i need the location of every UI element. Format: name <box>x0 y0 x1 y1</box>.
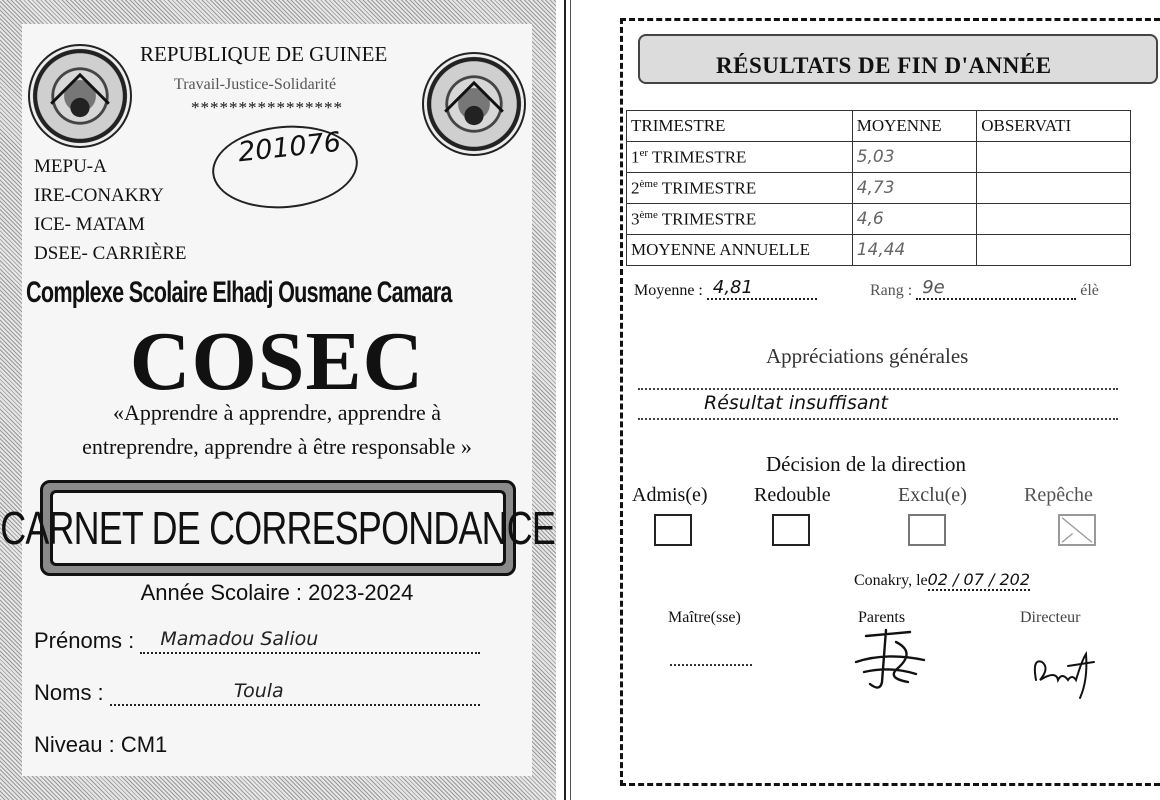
average-value: 5,03 <box>856 147 895 167</box>
prenoms-label: Prénoms : <box>34 628 135 653</box>
rang-line <box>870 277 1099 300</box>
noms-value: Toula <box>233 680 284 702</box>
redouble-checkbox <box>772 514 810 546</box>
table-row <box>627 173 1131 204</box>
appreciation-line <box>638 418 1118 420</box>
date-value: 02 / 07 / 202 <box>927 570 1030 589</box>
prenoms-value: Mamadou Saliou <box>160 628 319 650</box>
trimester-label: TRIMESTRE <box>661 178 757 198</box>
date-label: Conakry, le <box>854 572 928 589</box>
table-row <box>627 142 1131 173</box>
star-divider: **************** <box>191 98 343 117</box>
noms-field <box>34 680 480 706</box>
appreciation-line <box>638 388 1118 390</box>
signature-label-directeur: Directeur <box>1020 609 1081 626</box>
option-exclu-label: Exclu(e) <box>898 484 967 506</box>
document-type-banner <box>0 480 556 576</box>
ministry-line: MEPU-A <box>34 156 107 177</box>
cover-page <box>0 0 556 800</box>
table-header-row <box>627 111 1131 142</box>
trimester-sup: ème <box>639 208 658 221</box>
header-cell: OBSERVATI <box>977 111 1131 142</box>
rang-suffix: élè <box>1080 282 1099 299</box>
check-mark-icon <box>1060 516 1094 544</box>
annual-value: 14,44 <box>856 240 906 260</box>
table-row <box>627 204 1131 235</box>
decision-title: Décision de la direction <box>766 452 967 476</box>
document-type-frame <box>0 490 556 566</box>
appreciations-title: Appréciations générales <box>766 344 969 368</box>
trimester-sup: ème <box>639 177 658 190</box>
niveau-field: Niveau : CM1 <box>34 732 168 757</box>
trimester-cell <box>627 142 853 173</box>
school-acronym: COSEC <box>129 315 425 408</box>
results-title: RÉSULTATS DE FIN D'ANNÉE <box>716 53 1052 78</box>
parents-signature <box>846 622 930 696</box>
trimester-cell <box>627 173 853 204</box>
rang-dots <box>916 277 1076 300</box>
national-motto: Travail-Justice-Solidarité <box>174 76 337 93</box>
observation-cell <box>977 173 1131 204</box>
trimester-number: 1 <box>631 147 640 167</box>
observation-cell <box>977 142 1131 173</box>
annual-label-cell: MOYENNE ANNUELLE <box>627 235 853 266</box>
slogan-line-1: «Apprendre à apprendre, apprendre à <box>113 400 441 425</box>
ministry-list <box>34 152 187 268</box>
signature-label-maitre: Maître(sse) <box>668 609 741 626</box>
option-redouble-label: Redouble <box>754 484 831 506</box>
average-value: 4,6 <box>856 209 884 229</box>
school-year: Année Scolaire : 2023-2024 <box>140 580 414 605</box>
rang-label: Rang : <box>870 282 913 299</box>
table-row <box>627 235 1131 266</box>
observation-cell <box>977 235 1131 266</box>
appreciation-value: Résultat insuffisant <box>704 392 888 414</box>
results-table <box>626 110 1131 266</box>
noms-line <box>110 682 480 706</box>
rang-value: 9e <box>922 277 945 298</box>
average-cell <box>852 142 977 173</box>
prenoms-line <box>140 630 480 654</box>
noms-label: Noms : <box>34 680 104 705</box>
school-slogan <box>22 396 532 464</box>
document-type: CARNET DE CORRESPONDANCE <box>0 502 556 554</box>
trimester-cell <box>627 204 853 235</box>
prenoms-field <box>34 628 480 654</box>
directeur-signature <box>1028 640 1098 704</box>
observation-cell <box>977 204 1131 235</box>
average-cell <box>852 173 977 204</box>
trimester-number: 3 <box>631 209 640 229</box>
admis-checkbox <box>654 514 692 546</box>
annual-value-cell <box>852 235 977 266</box>
date-line <box>854 570 1030 590</box>
school-seal-left <box>28 44 132 148</box>
seam-line <box>564 0 566 800</box>
handwritten-code: 201076 <box>236 126 343 169</box>
trimester-sup: er <box>639 146 649 159</box>
results-page <box>596 0 1131 800</box>
school-seal-right <box>422 52 526 156</box>
header-cell: MOYENNE <box>852 111 977 142</box>
school-name: Complexe Scolaire Elhadj Ousmane Camara <box>26 276 452 309</box>
moyenne-label: Moyenne : <box>634 282 703 299</box>
trimester-label: TRIMESTRE <box>661 209 757 229</box>
maitre-signature-line <box>670 664 752 666</box>
moyenne-line <box>634 277 817 300</box>
moyenne-value: 4,81 <box>712 277 753 298</box>
slogan-line-2: entreprendre, apprendre à être responsable » <box>82 434 472 459</box>
ministry-line: ICE- MATAM <box>34 214 145 235</box>
average-value: 4,73 <box>856 178 895 198</box>
ministry-line: IRE-CONAKRY <box>34 185 164 206</box>
exclu-checkbox <box>908 514 946 546</box>
trimester-label: TRIMESTRE <box>652 147 747 167</box>
ministry-line: DSEE- CARRIÈRE <box>34 243 187 264</box>
option-repeche-label: Repêche <box>1024 484 1093 506</box>
signature-label-parents: Parents <box>858 609 906 626</box>
header-cell: TRIMESTRE <box>627 111 853 142</box>
moyenne-dots <box>707 277 817 300</box>
seam-line <box>570 0 571 800</box>
repeche-checkbox <box>1058 514 1096 546</box>
binding-seam <box>556 0 596 800</box>
cover-content <box>0 24 556 776</box>
trimester-number: 2 <box>631 178 640 198</box>
average-cell <box>852 204 977 235</box>
country-header: REPUBLIQUE DE GUINEE <box>140 42 388 66</box>
option-admis-label: Admis(e) <box>632 484 708 506</box>
